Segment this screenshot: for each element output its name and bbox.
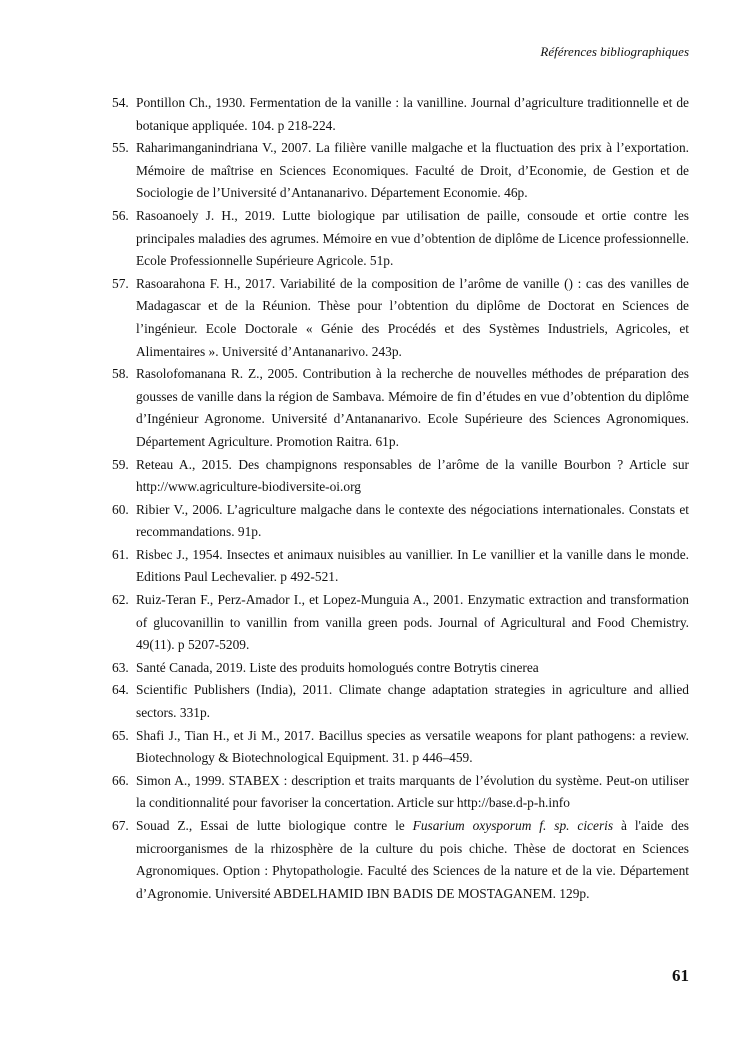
reference-number: 67.	[112, 818, 129, 833]
reference-number: 66.	[112, 772, 129, 788]
reference-number: 54.	[112, 95, 129, 110]
running-header: Références bibliographiques	[540, 44, 689, 59]
reference-number: 60.	[112, 501, 129, 517]
reference-number: 61.	[112, 546, 129, 562]
reference-text: Pontillon Ch., 1930. Fermentation de la vanille : la vanilline. Journal d’agriculture traditionnelle et de botanique appliquée. 104. p 218-224.	[136, 95, 689, 133]
reference-item	[112, 725, 689, 770]
reference-number: 65.	[112, 727, 129, 743]
reference-item	[112, 454, 689, 499]
reference-item	[112, 589, 689, 657]
reference-item	[112, 679, 689, 724]
page-number: 61	[672, 966, 689, 985]
species-name-italic: Fusarium oxysporum f. sp. ciceris	[412, 818, 614, 833]
reference-text: Reteau A., 2015. Des champignons responsables de l’arôme de la vanille Bourbon ? Article sur http://www.agriculture-biodiversite-oi.org	[136, 456, 689, 495]
reference-item	[112, 544, 689, 589]
reference-text: Simon A., 1999. STABEX : description et traits marquants de l’évolution du système. Peut-on utiliser la conditionnalité pour favoriser la concertation. Article sur http://base.d-p-h.info	[136, 772, 689, 811]
reference-item	[112, 273, 689, 363]
reference-number: 59.	[112, 456, 129, 472]
reference-number: 63.	[112, 659, 129, 675]
reference-text: Scientific Publishers (India), 2011. Climate change adaptation strategies in agriculture and allied sectors. 331p.	[136, 682, 689, 721]
reference-item	[112, 770, 689, 815]
reference-number: 57.	[112, 275, 129, 291]
reference-text: Risbec J., 1954. Insectes et animaux nuisibles au vanillier. In Le vanillier et la vanille dans le monde. Editions Paul Lechevalier. p 492-521.	[136, 546, 689, 585]
reference-text: Rasoanoely J. H., 2019. Lutte biologique par utilisation de paille, consoude et ortie contre les principales maladies des agrumes. Mémoire en vue d’obtention de diplôme de Licence professionnelle. Ecole Professionnelle Supérieure Agricole. 51p.	[136, 207, 689, 269]
reference-text: Raharimanganindriana V., 2007. La filière vanille malgache et la fluctuation des prix à l’exportation. Mémoire de maîtrise en Sciences Economiques. Faculté de Droit, d’Economie, de Gestion et de Sociologie de l’Université d’Antananarivo. Département Economie. 46p.	[136, 140, 689, 201]
reference-number: 56.	[112, 207, 129, 223]
reference-text: Ribier V., 2006. L’agriculture malgache dans le contexte des négociations internationales. Constats et recommandations. 91p.	[136, 501, 689, 540]
reference-text: Ruiz-Teran F., Perz-Amador I., et Lopez-Munguia A., 2001. Enzymatic extraction and transformation of glucovanillin to vanillin from vanilla green pods. Journal of Agricultural and Food Chemistry. 49(11). p 5207-5209.	[136, 592, 689, 653]
reference-item	[112, 499, 689, 544]
reference-text: Santé Canada, 2019. Liste des produits homologués contre Botrytis cinerea	[136, 659, 539, 675]
reference-number: 55.	[112, 140, 129, 156]
reference-number: 64.	[112, 682, 129, 698]
reference-text: Rasolofomanana R. Z., 2005. Contribution à la recherche de nouvelles méthodes de préparation des gousses de vanille dans la région de Sambava. Mémoire de fin d’études en vue d’obtention du diplôme d’Ingénieur Agronome. Université d’Antananarivo. Ecole Supérieure des Sciences Agronomiques. Département Agriculture. Promotion Raitra. 61p.	[136, 366, 689, 449]
reference-text: Rasoarahona F. H., 2017. Variabilité de la composition de l’arôme de vanille () : cas des vanilles de Madagascar et de la Réunion. Thèse pour l’obtention du diplôme de Doctorat en Sciences de l’ingénieur. Ecole Doctorale « Génie des Procédés et des Systèmes Industriels, Agricoles, et Alimentaires ». Université d’Antananarivo. 243p.	[136, 275, 689, 359]
reference-item	[112, 363, 689, 453]
reference-text: Shafi J., Tian H., et Ji M., 2017. Bacillus species as versatile weapons for plant pathogens: a review. Biotechnology & Biotechnological Equipment. 31. p 446–459.	[136, 727, 689, 766]
reference-text	[136, 818, 689, 901]
reference-item	[112, 137, 689, 205]
reference-list	[112, 92, 689, 905]
reference-item	[112, 205, 689, 273]
reference-number: 62.	[112, 592, 129, 608]
reference-item	[112, 92, 689, 137]
reference-number: 58.	[112, 366, 129, 382]
reference-item	[112, 657, 689, 680]
reference-item	[112, 815, 689, 905]
reference-text-start: Souad Z., Essai de lutte biologique contre le	[136, 818, 413, 833]
reference-text-end: à l'aide des microorganismes de la rhizosphère de la culture du pois chiche. Thèse de doctorat en Sciences Agronomiques. Option : Phytopathologie. Faculté des Sciences de la nature et de la vie. Département d’Agronomie. Université ABDELHAMID IBN BADIS DE MOSTAGANEM. 129p.	[136, 818, 690, 901]
